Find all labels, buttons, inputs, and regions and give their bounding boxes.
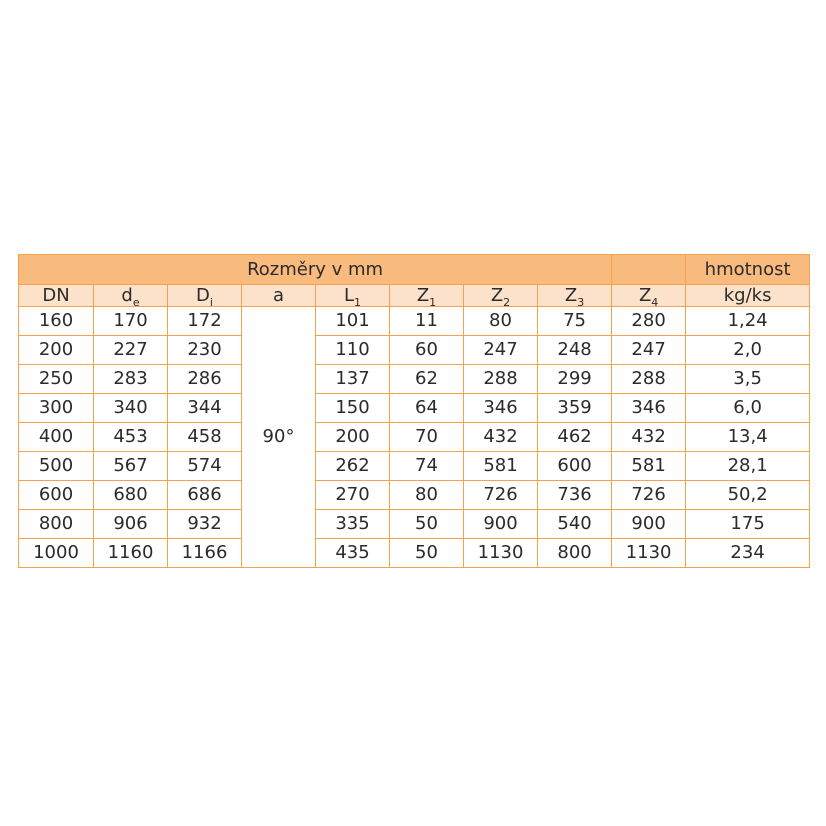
- cell-weight: 6,0: [686, 394, 810, 423]
- col-header-a: a: [242, 285, 316, 307]
- cell-weight: 28,1: [686, 452, 810, 481]
- cell-z4: 1130: [612, 539, 686, 568]
- cell-z2: 80: [464, 307, 538, 336]
- header-weight: hmotnost: [686, 255, 810, 285]
- cell-z3: 299: [538, 365, 612, 394]
- table-row: [19, 423, 810, 452]
- cell-weight: 175: [686, 510, 810, 539]
- cell-z2: 432: [464, 423, 538, 452]
- cell-dn: 1000: [19, 539, 94, 568]
- col-header-kg-per-piece: kg/ks: [686, 285, 810, 307]
- col-header-de: $d_e$: [94, 285, 168, 307]
- cell-di: 286: [168, 365, 242, 394]
- cell-de: 227: [94, 336, 168, 365]
- cell-z2: 346: [464, 394, 538, 423]
- cell-di: 344: [168, 394, 242, 423]
- cell-dn: 600: [19, 481, 94, 510]
- cell-di: 686: [168, 481, 242, 510]
- cell-de: 680: [94, 481, 168, 510]
- header-dimensions-in-mm: Rozměry v mm: [19, 255, 612, 285]
- cell-z2: 247: [464, 336, 538, 365]
- col-header-di: $D_i$: [168, 285, 242, 307]
- header-row-columns: [19, 285, 810, 307]
- cell-dn: 200: [19, 336, 94, 365]
- cell-z1: 74: [390, 452, 464, 481]
- cell-z3: 736: [538, 481, 612, 510]
- cell-weight: 234: [686, 539, 810, 568]
- cell-dn: 400: [19, 423, 94, 452]
- col-header-z1: $Z_1$: [390, 285, 464, 307]
- cell-z1: 64: [390, 394, 464, 423]
- table-row: [19, 539, 810, 568]
- header-empty-z4: [612, 255, 686, 285]
- cell-de: 453: [94, 423, 168, 452]
- cell-dn: 160: [19, 307, 94, 336]
- header-row-main: [19, 255, 810, 285]
- cell-z4: 346: [612, 394, 686, 423]
- cell-z4: 280: [612, 307, 686, 336]
- cell-di: 574: [168, 452, 242, 481]
- cell-l1: 101: [316, 307, 390, 336]
- cell-z1: 11: [390, 307, 464, 336]
- cell-z4: 288: [612, 365, 686, 394]
- cell-l1: 200: [316, 423, 390, 452]
- cell-z1: 62: [390, 365, 464, 394]
- table-row: [19, 307, 810, 336]
- cell-weight: 2,0: [686, 336, 810, 365]
- cell-l1: 150: [316, 394, 390, 423]
- cell-z4: 247: [612, 336, 686, 365]
- cell-z3: 600: [538, 452, 612, 481]
- col-header-z4: $Z_4$: [612, 285, 686, 307]
- cell-l1: 110: [316, 336, 390, 365]
- cell-z3: 75: [538, 307, 612, 336]
- cell-di: 230: [168, 336, 242, 365]
- cell-z4: 581: [612, 452, 686, 481]
- table-row: [19, 394, 810, 423]
- table-row: [19, 510, 810, 539]
- cell-de: 567: [94, 452, 168, 481]
- cell-dn: 800: [19, 510, 94, 539]
- cell-weight: 13,4: [686, 423, 810, 452]
- cell-z2: 581: [464, 452, 538, 481]
- cell-z1: 50: [390, 539, 464, 568]
- cell-dn: 300: [19, 394, 94, 423]
- cell-l1: 335: [316, 510, 390, 539]
- cell-de: 170: [94, 307, 168, 336]
- cell-dn: 250: [19, 365, 94, 394]
- cell-z4: 900: [612, 510, 686, 539]
- cell-z4: 432: [612, 423, 686, 452]
- col-header-l1: $L_1$: [316, 285, 390, 307]
- cell-di: 458: [168, 423, 242, 452]
- table-row: [19, 452, 810, 481]
- cell-di: 932: [168, 510, 242, 539]
- cell-de: 906: [94, 510, 168, 539]
- cell-z3: 800: [538, 539, 612, 568]
- cell-l1: 435: [316, 539, 390, 568]
- cell-z3: 359: [538, 394, 612, 423]
- cell-z4: 726: [612, 481, 686, 510]
- col-header-dn: DN: [19, 285, 94, 307]
- cell-z2: 288: [464, 365, 538, 394]
- cell-weight: 3,5: [686, 365, 810, 394]
- cell-angle-a: 90°: [242, 307, 316, 568]
- cell-weight: 1,24: [686, 307, 810, 336]
- cell-di: 172: [168, 307, 242, 336]
- cell-z1: 70: [390, 423, 464, 452]
- cell-l1: 262: [316, 452, 390, 481]
- cell-z2: 900: [464, 510, 538, 539]
- cell-z3: 248: [538, 336, 612, 365]
- cell-z2: 726: [464, 481, 538, 510]
- cell-de: 283: [94, 365, 168, 394]
- cell-z3: 540: [538, 510, 612, 539]
- cell-z1: 50: [390, 510, 464, 539]
- cell-weight: 50,2: [686, 481, 810, 510]
- cell-de: 1160: [94, 539, 168, 568]
- cell-l1: 270: [316, 481, 390, 510]
- col-header-z3: $Z_3$: [538, 285, 612, 307]
- cell-z2: 1130: [464, 539, 538, 568]
- dimensions-table: [18, 254, 810, 568]
- cell-dn: 500: [19, 452, 94, 481]
- col-header-z2: $Z_2$: [464, 285, 538, 307]
- cell-di: 1166: [168, 539, 242, 568]
- cell-z3: 462: [538, 423, 612, 452]
- table-row: [19, 365, 810, 394]
- cell-l1: 137: [316, 365, 390, 394]
- table-row: [19, 481, 810, 510]
- cell-de: 340: [94, 394, 168, 423]
- cell-z1: 80: [390, 481, 464, 510]
- cell-z1: 60: [390, 336, 464, 365]
- table-row: [19, 336, 810, 365]
